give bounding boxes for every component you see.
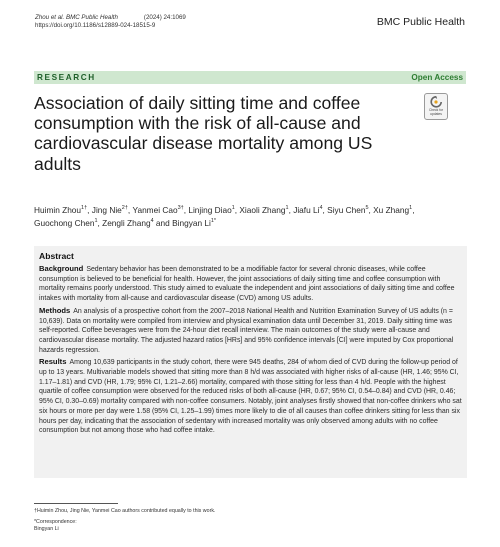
author-name[interactable]: Zengli Zhang$^4$ and (102, 217, 173, 228)
check-for-updates-icon (430, 96, 442, 108)
citation-header (35, 14, 186, 31)
author-name[interactable]: Xiaoli Zhang$^1$, (239, 205, 294, 215)
author-name[interactable]: Xu Zhang$^1$, (373, 205, 415, 215)
article-type-band (34, 71, 466, 84)
author-affiliation-marker: 1† (81, 205, 88, 212)
author-affiliation-marker: 1 (94, 217, 98, 224)
year-volume: (2024) 24:1069 (143, 14, 186, 21)
check-for-updates-button[interactable] (424, 93, 448, 120)
author-affiliation-marker: 2† (121, 205, 128, 212)
abstract-methods (39, 306, 463, 356)
abstract-results (39, 357, 463, 436)
abstract-heading: Abstract (39, 251, 74, 261)
journal-reference: Zhou et al. BMC Public Health (35, 14, 118, 21)
article-title: Association of daily sitting time and coffee consumption with the risk of all-cause and cardiovascular disease mortality among US adults (34, 93, 373, 174)
abstract-box (34, 246, 467, 478)
check-for-updates-label: Check for updates (428, 108, 444, 116)
author-name[interactable]: Jing Nie$^{2\dagger}$, (91, 205, 133, 215)
author-affiliation-marker: 1* (210, 217, 217, 224)
author-affiliation-marker: 4 (319, 205, 323, 212)
open-access-label: Open Access (411, 73, 463, 82)
equal-contribution-note: †Huimin Zhou, Jing Nie, Yanmei Cao authors contributed equally to this work. (34, 508, 216, 514)
author-name[interactable]: Guochong Chen$^1$, (34, 217, 103, 228)
author-affiliation-marker: 3† (177, 205, 184, 212)
results-label: Results (39, 357, 67, 367)
author-name[interactable]: Jiafu Li$^4$, (293, 205, 328, 215)
author-affiliation-marker: 1 (409, 205, 413, 212)
doi-link[interactable]: https://doi.org/10.1186/s12889-024-18515-9 (35, 22, 156, 30)
methods-text: An analysis of a prospective cohort from the 2007–2018 National Health and Nutrition Examination Survey of US adults (n = 10,639). Data on mortality were compiled from interview and physical examination data until December 31, 2019. Daily sitting time was self-reported. Coffee beverages were from the 24-hour diet recall interview. The main outcomes of the study were all-cause and cardiovascular disease mortality. The adjusted hazard ratios [HRs] and 95% confidence intervals [CI] were imputed by Cox proportional hazards regression. (39, 307, 454, 354)
author-name[interactable]: Yanmei Cao$^{3\dagger}$, (132, 205, 189, 215)
author-affiliation-marker: 5 (365, 205, 369, 212)
author-affiliation-marker: 1 (285, 205, 289, 212)
author-name[interactable]: Linjing Diao$^1$, (188, 205, 240, 215)
methods-label: Methods (39, 305, 71, 315)
background-label: Background (39, 264, 84, 273)
journal-name: BMC Public Health (376, 16, 465, 28)
author-affiliation-marker: 4 (150, 217, 154, 224)
correspondence-label: *Correspondence: (34, 519, 77, 525)
results-text: Among 10,639 participants in the study cohort, there were 945 deaths, 284 of whom died of CVD during the follow-up period of up to 13 years. Multivariable models showed that sitting more than 8 h/d was associated with higher risks of all-cause (HR, 1.46; 95% CI, 1.17–1.81) and CVD (HR, 1.79; 95% CI, 1.21–2.66) mortality, compared with those sitting for less than 4 h/d. People with the highest quartile of coffee consumption were observed for the reduced risks of both all-cause (HR, 0.67; 95% CI, 0.54–0.84) and CVD (HR, 0.46; 95% CI, 0.30–0.69) mortality compared with non-coffee consumers. Notably, joint analyses firstly showed that non-coffee drinkers who sat six hours or more per day were 1.58 (95% CI, 1.25–1.99) times more likely to die of all causes than coffee drinkers sitting for less than six hours per day, indicating that the association of sedentary with increased mortality was only observed among adults with no coffee consumption but not among those who had coffee intake. (39, 359, 462, 435)
author-name[interactable]: Bingyan $Li^{1*}$ (172, 217, 217, 228)
article-type: RESEARCH (37, 73, 96, 82)
background-text: Sedentary behavior has been demonstrated to be a modifiable factor for several chronic diseases, while coffee consumption is believed to be beneficial for health. However, the joint associations of daily sitting time and coffee consumption with mortality remains poorly understood. This study aimed to evaluate the independent and joint associations of daily sitting time and coffee intakes with mortality from all-cause and cardiovascular disease (CVD) among US adults. (39, 266, 455, 303)
author-affiliation-marker: 1 (231, 205, 235, 212)
footnote-divider (34, 503, 118, 504)
author-list (34, 204, 454, 229)
author-name[interactable]: Huimin Zhou$^{1\dagger}$, (34, 205, 92, 215)
abstract-background (39, 264, 463, 304)
author-name[interactable]: Siyu Chen$^5$, (327, 205, 374, 215)
correspondence-name: Bingyan Li (34, 526, 59, 532)
footnotes (34, 508, 294, 533)
